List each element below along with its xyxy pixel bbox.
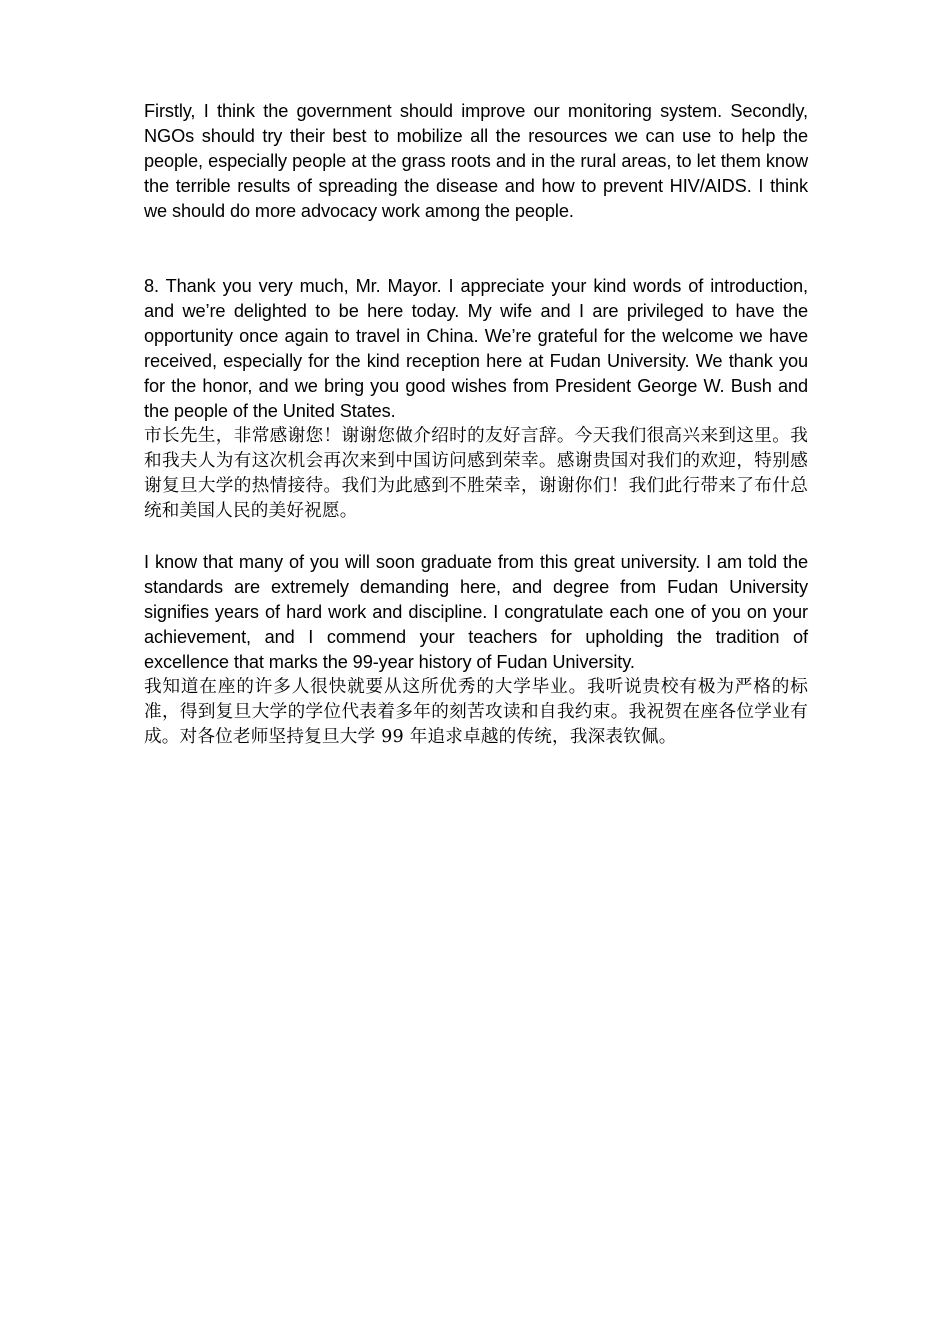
paragraph-graduates-en: I know that many of you will soon graduate from this great university. I am told the standards are extremely demanding here, and degree from Fudan University signifies years of hard work and discipline. I congratulate each one of you on your achievement, and I commend your teachers for upholding the tradition of excellence that marks the 99-year history of Fudan University. xyxy=(144,552,808,672)
paragraph-thank-you-mayor-zh: 市长先生，非常感谢您！谢谢您做介绍时的友好言辞。今天我们很高兴来到这里。我和我夫人为有这次机会再次来到中国访问感到荣幸。感谢贵国对我们的欢迎，特别感谢复旦大学的热情接待。我们为此感到不胜荣幸，谢谢你们！我们此行带来了布什总统和美国人民的美好祝愿。 xyxy=(144,426,808,521)
document-body xyxy=(144,99,808,750)
paragraph-block-3 xyxy=(144,550,808,750)
paragraph-block-2 xyxy=(144,274,808,524)
paragraph-block-1 xyxy=(144,99,808,224)
paragraph-hiv-advocacy-en: Firstly, I think the government should improve our monitoring system. Secondly, NGOs should try their best to mobilize all the resources we can use to help the people, especially people at the grass roots and in the rural areas, to let them know the terrible results of spreading the disease and how to prevent HIV/AIDS. I think we should do more advocacy work among the people. xyxy=(144,101,808,221)
paragraph-graduates-zh: 我知道在座的许多人很快就要从这所优秀的大学毕业。我听说贵校有极为严格的标准，得到复旦大学的学位代表着多年的刻苦攻读和自我约束。我祝贺在座各位学业有成。对各位老师坚持复旦大学 99 年追求卓越的传统，我深表钦佩。 xyxy=(144,677,808,747)
paragraph-thank-you-mayor-en: 8. Thank you very much, Mr. Mayor. I appreciate your kind words of introduction, and we’re delighted to be here today. My wife and I are privileged to have the opportunity once again to travel in China. We’re grateful for the welcome we have received, especially for the kind reception here at Fudan University. We thank you for the honor, and we bring you good wishes from President George W. Bush and the people of the United States. xyxy=(144,276,808,421)
